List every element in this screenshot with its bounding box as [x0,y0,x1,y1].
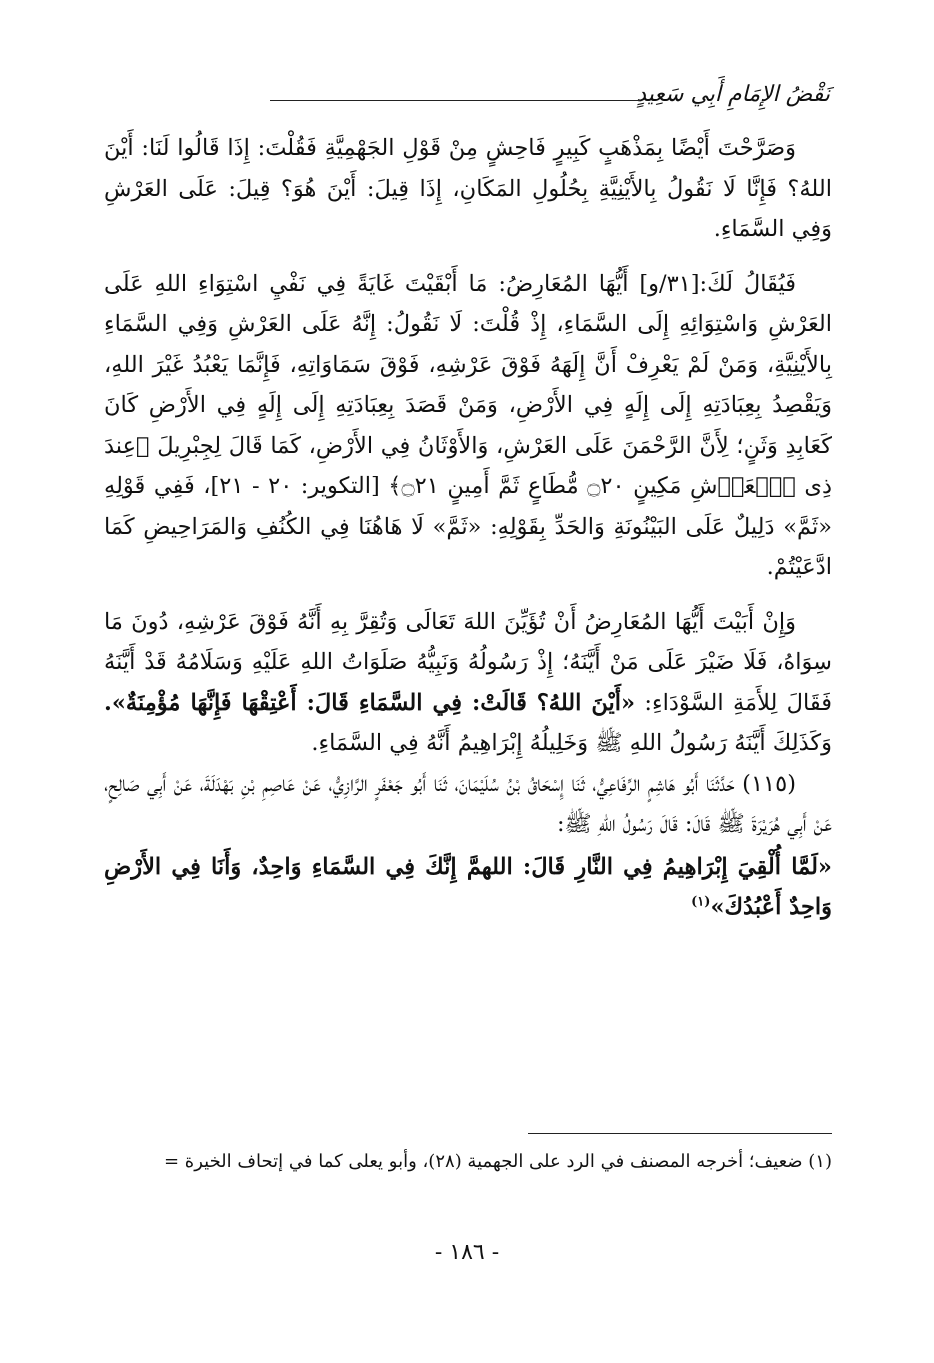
hadith-quote: «أَيْنَ اللهُ؟ قَالَتْ: فِي السَّمَاءِ قَالَ: أَعْتِقْهَا فَإِنَّهَا مُؤْمِنَةٌ». [104,689,636,716]
hadith-text [104,847,832,928]
paragraph [104,602,832,764]
hadith-quote: «لَمَّا أُلْقِيَ إِبْرَاهِيمُ فِي النَّارِ قَالَ: اللهمَّ إِنَّكَ فِي السَّمَاءِ وَاحِدٌ، وَأَنَا فِي الأَرْضِ وَاحِدٌ أَعْبُدُكَ» [104,853,832,920]
paragraph-text: وَإِنْ أَبَيْتَ أَيُّهَا المُعَارِضُ أَنْ تُؤَيِّنَ اللهَ تَعَالَى وَتُقِرَّ بِهِ أَنَّهُ فَوْقَ عَرْشِهِ، دُونَ مَا سِوَاهُ، فَلَا ضَيْرَ عَلَى مَنْ أَيَّنَهُ؛ إِذْ رَسُولُهُ وَنَبِيُّهُ صَلَوَاتُ اللهِ عَلَيْهِ وَسَلَامُهُ قَدْ أَيَّنَهُ فَقَالَ لِلأَمَةِ السَّوْدَاءِ: [104,608,832,716]
page-number: - ١٨٦ - [434,1240,500,1265]
hadith-chain: (١١٥) حَدَّثَنَا أَبُو هَاشِمٍ الرِّفَاعِيُّ، ثَنَا إِسْحَاقُ بْنُ سُلَيْمَانَ، ثَنَا أَبُو جَعْفَرٍ الرَّازِيُّ، عَنْ عَاصِمِ بْنِ بَهْدَلَةَ، عَنْ أَبِي صَالِحٍ، عَنْ أَبِي هُرَيْرَةَ ﷺ قَالَ: قَالَ رَسُولُ اللهِ ﷺ: [104,770,832,837]
running-header [270,78,830,118]
paragraph: فَيُقَالُ لَكَ:[٣١/و] أَيُّهَا المُعَارِضُ: مَا أَبْقَيْتَ غَايَةً فِي نَفْيِ اسْتِوَاءِ اللهِ عَلَى العَرْشِ وَاسْتِوَائِهِ إِلَى السَّمَاءِ، إِذْ قُلْتَ: لَا نَقُولُ: إِنَّهُ عَلَى العَرْشِ وَفِي السَّمَاءِ بِالأَيْنِيَّةِ، وَمَنْ لَمْ يَعْرِفْ أَنَّ إِلَهَهُ فَوْقَ عَرْشِهِ، فَوْقَ سَمَاوَاتِهِ، فَإِنَّمَا يَعْبُدُ غَيْرَ اللهِ، وَيَقْصِدُ بِعِبَادَتِهِ إِلَى إِلَهٍ فِي الأَرْضِ، وَمَنْ قَصَدَ بِعِبَادَتِهِ إِلَى إِلَهٍ فِي الأَرْضِ كَانَ كَعَابِدِ وَثَنٍ؛ لِأَنَّ الرَّحْمَنَ عَلَى العَرْشِ، وَالأَوْثَانُ فِي الأَرْضِ، كَمَا قَالَ لِجِبْرِيلَ ﴿عِندَ ذِى ٱلۡعَرۡشِ مَكِينٍ ۝٢٠ مُّطَاعٍ ثَمَّ أَمِينٍ ۝٢١﴾ [التكوير: ٢٠ - ٢١]، فَفِي قَوْلِهِ «ثَمَّ» دَلِيلٌ عَلَى البَيْنُونَةِ وَالحَدِّ بِقَوْلِهِ: «ثَمَّ» لَا هَاهُنَا فِي الكُنُفِ وَالمَرَاحِيضِ كَمَا ادَّعَيْتُمْ. [104,270,832,580]
main-text [104,128,832,928]
footnote-marker: (١) [691,894,711,910]
footnote: (١) ضعيف؛ أخرجه المصنف في الرد على الجهمية (٢٨)، وأبو يعلى كما في إتحاف الخيرة = [163,1151,832,1172]
paragraph-tail: وَكَذَلِكَ أَيَّنَهُ رَسُولُ اللهِ ﷺ وَخَلِيلُهُ إِبْرَاهِيمُ أَنَّهُ فِي السَّمَاءِ. [311,730,832,756]
footnote-rule [528,1133,832,1134]
paragraph: وَصَرَّحْتَ أَيْضًا بِمَذْهَبٍ كَبِيرٍ فَاحِشٍ مِنْ قَوْلِ الجَهْمِيَّةِ فَقُلْتَ: إِذَا قَالُوا لَنَا: أَيْنَ اللهُ؟ فَإِنَّا لَا نَقُولُ بِالأَيْنِيَّةِ بِحُلُولِ المَكَانِ، إِذَا قِيلَ: أَيْنَ هُوَ؟ قِيلَ: عَلَى العَرْشِ وَفِي السَّمَاءِ. [104,135,832,242]
header-rule [270,100,640,101]
header-title: نَقْضُ الإِمَامِ أَبِي سَعِيدٍ [636,82,830,107]
